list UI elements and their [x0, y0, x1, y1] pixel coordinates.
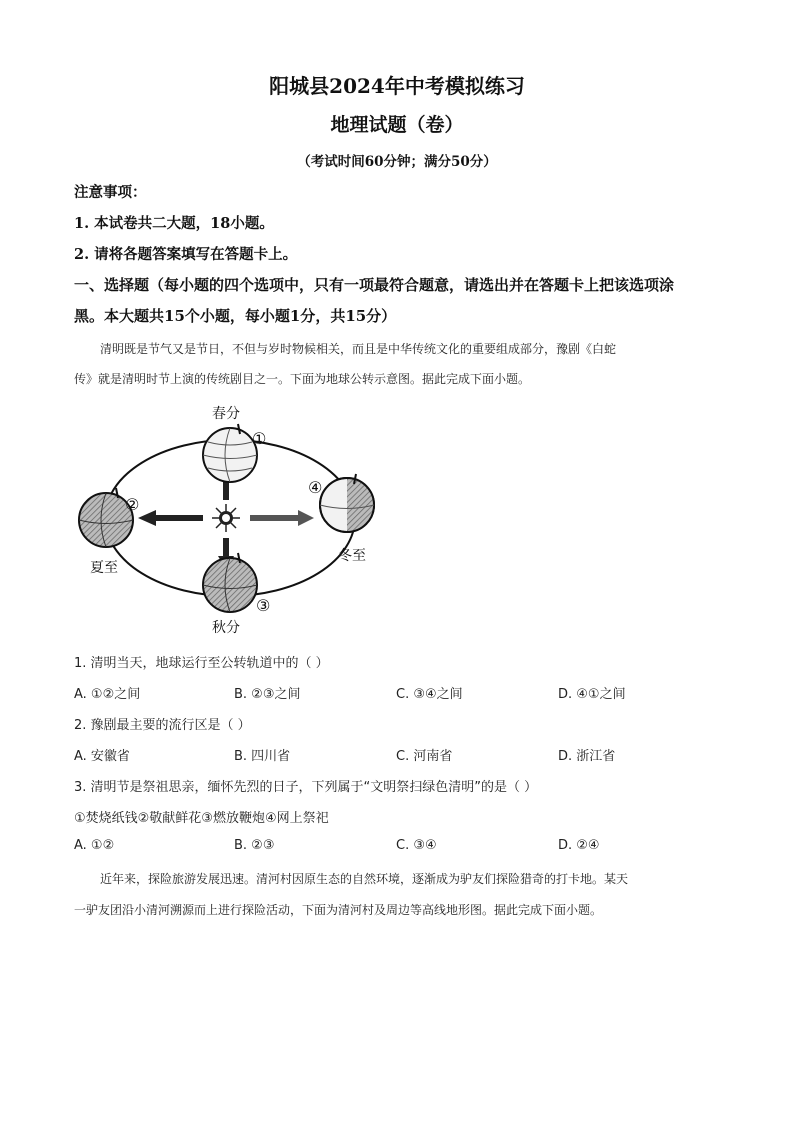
- label-spring: 春分: [212, 406, 240, 422]
- passage2-line1: 近年来，探险旅游发展迅速。清河村因原生态的自然环境，逐渐成为驴友们探险猎奇的打卡地。某天: [100, 872, 629, 886]
- question-1-option-b: B. ②③之间: [234, 687, 301, 702]
- label-summer: 夏至: [90, 560, 118, 576]
- question-3-extra: ①焚烧纸钱②敬献鲜花③燃放鞭炮④网上祭祀: [74, 811, 329, 826]
- label-n2: ②: [125, 495, 140, 514]
- question-1-stem: 1. 清明当天，地球运行至公转轨道中的（ ）: [74, 656, 329, 671]
- question-1-option-d: D. ④①之间: [558, 687, 626, 702]
- passage1-line2: 传》就是清明时节上演的传统剧目之一。下面为地球公转示意图。据此完成下面小题。: [74, 372, 531, 386]
- exam-subtitle: 地理试题（卷）: [330, 114, 464, 136]
- globe-spring-equinox: [203, 424, 257, 482]
- label-n1: ①: [252, 429, 267, 448]
- section1-title-line2: 黑。本大题共15个小题，每小题1分，共15分）: [74, 307, 397, 325]
- passage2-line2: 一驴友团沿小清河溯源而上进行探险活动，下面为清河村及周边等高线地形图。据此完成下面小题。: [74, 903, 603, 917]
- passage1-line1: 清明既是节气又是节日，不但与岁时物候相关，而且是中华传统文化的重要组成部分，豫剧《白蛇: [100, 342, 617, 356]
- question-1-option-a: A. ①②之间: [74, 687, 141, 702]
- question-3-option-b: B. ②③: [234, 838, 275, 853]
- question-2-option-d: D. 浙江省: [558, 749, 616, 764]
- question-2-option-a: A. 安徽省: [74, 749, 130, 764]
- label-n3: ③: [256, 596, 271, 615]
- section1-title-line1: 一、选择题（每小题的四个选项中，只有一项最符合题意，请选出并在答题卡上把该选项涂: [74, 276, 675, 294]
- exam-title: 阳城县2024年中考模拟练习: [269, 74, 525, 98]
- question-2-option-b: B. 四川省: [234, 749, 291, 764]
- earth-revolution-diagram: [70, 400, 390, 635]
- label-winter: 冬至: [338, 548, 366, 564]
- question-3-stem: 3. 清明节是祭祖思亲，缅怀先烈的日子，下列属于“文明祭扫绿色清明”的是（ ）: [74, 780, 538, 795]
- question-3-option-c: C. ③④: [396, 838, 437, 853]
- sun-icon: [212, 504, 240, 532]
- globe-winter-solstice: [320, 474, 374, 532]
- question-3-option-a: A. ①②: [74, 838, 115, 853]
- label-n4: ④: [308, 478, 323, 497]
- notes-heading: 注意事项：: [74, 184, 147, 201]
- question-2-option-c: C. 河南省: [396, 749, 453, 764]
- question-1-option-c: C. ③④之间: [396, 687, 463, 702]
- globe-autumn-equinox: [203, 553, 257, 612]
- question-3-option-d: D. ②④: [558, 838, 600, 853]
- exam-info: （考试时间60分钟；满分50分）: [297, 154, 497, 170]
- note-item-2: 2. 请将各题答案填写在答题卡上。: [74, 246, 298, 263]
- label-autumn: 秋分: [212, 620, 240, 635]
- question-2-stem: 2. 豫剧最主要的流行区是（ ）: [74, 718, 251, 733]
- note-item-1: 1. 本试卷共二大题，18小题。: [74, 215, 274, 232]
